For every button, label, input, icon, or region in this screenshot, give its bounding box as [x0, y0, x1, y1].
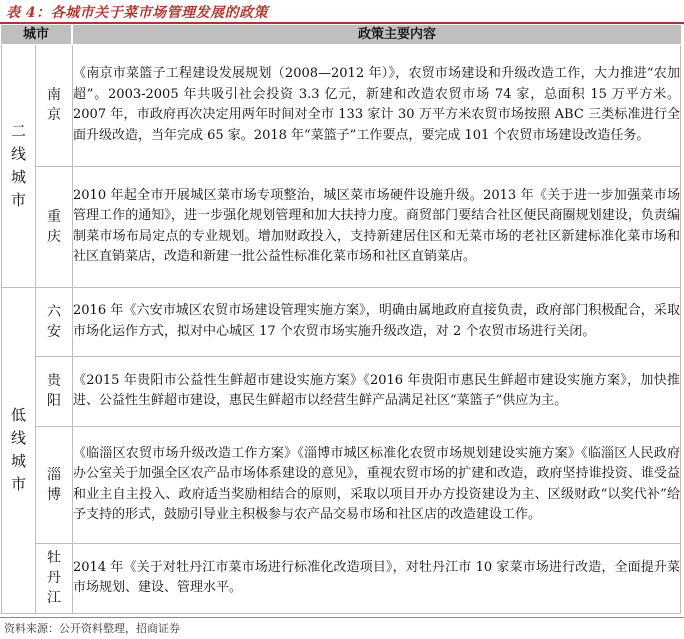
table-row [2, 426, 681, 543]
city-cell [36, 166, 73, 287]
source-note: 资料来源：公开资料整理，招商证券 [4, 622, 180, 635]
city-name: 淄博 [47, 466, 61, 503]
city-name: 重庆 [47, 208, 61, 245]
tier-label: 低线城市 [11, 406, 27, 493]
policy-table [1, 45, 681, 614]
caption-rule [0, 22, 684, 24]
header-policy-label: 政策主要内容 [357, 27, 436, 42]
city-cell [36, 543, 73, 613]
city-name: 贵阳 [47, 373, 61, 409]
city-name: 牡丹江 [47, 550, 61, 606]
city-cell [36, 356, 73, 426]
table-caption [0, 0, 684, 22]
city-cell [36, 426, 73, 543]
table-row [2, 356, 681, 426]
table-row [2, 166, 681, 287]
header-policy [73, 25, 681, 44]
tier-cell-second [2, 45, 36, 287]
caption-text: 表 4：各城市关于菜市场管理发展的政策 [6, 5, 269, 21]
policy-text: 2014 年《关于对牡丹江市菜市场进行标准化改造项目》，对牡丹江市 10 家菜市场进行改造，全面提升菜市场规划、建设、管理水平。 [73, 543, 681, 613]
city-name: 南京 [47, 87, 61, 124]
city-cell [36, 287, 73, 356]
policy-text: 2010 年起全市开展城区菜市场专项整治，城区菜市场硬件设施升级。2013 年《关于进一步加强菜市场管理工作的通知》，进一步强化规划管理和加大扶持力度。商贸部门要结合社区便民商圈规划建设，负责编制菜市场布局定点的专业规划。增加财政投入，支持新建居住区和无菜市场的老社区新建标准化菜市场和社区直销菜店，改造和新建一批公益性标准化菜市场和社区直销菜店。 [73, 166, 681, 287]
table-row [2, 287, 681, 356]
policy-text: 《南京市菜篮子工程建设发展规划（2008—2012 年）》，农贸市场建设和升级改造工作，大力推进“农加超”。2003-2005 年共吸引社会投资 3.3 亿元，新建和改造农贸市场 74 家，总面积 15 万平方米。2007 年，市政府再次决定用两年时间对全市 133 家计 30 万平方米农贸市场按照 ABC 三类标准进行全面升级改造，当年完成 65 家。2018 年“菜篮子”工作要点，要完成 101 个农贸市场建设改造任务。 [73, 45, 681, 166]
policy-text: 《临淄区农贸市场升级改造工作方案》《淄博市城区标准化农贸市场规划建设实施方案》《临淄区人民政府办公室关于加强全区农产品市场体系建设的意见》，重视农贸市场的扩建和改造，政府坚持谁投资、谁受益和业主自主投入、政府适当奖励相结合的原则，采取以项目开办方投资建设为主、区级财政“以奖代补”给予支持的形式，鼓励引导业主积极参与农产品交易市场和社区店的改造建设工作。 [73, 426, 681, 543]
policy-text: 《2015 年贵阳市公益性生鲜超市建设实施方案》《2016 年贵阳市惠民生鲜超市建设实施方案》，加快推进、公益性生鲜超市建设，惠民生鲜超市以经营生鲜产品满足社区“菜篮子”供应为主。 [73, 356, 681, 426]
bottom-rule [0, 617, 684, 618]
policy-text: 2016 年《六安市城区农贸市场建设管理实施方案》，明确由属地政府直接负责，政府部门积极配合，采取市场化运作方式，拟对中心城区 17 个农贸市场实施升级改造，对 2 个农贸市场进行关闭。 [73, 287, 681, 356]
header-city-label: 城市 [22, 27, 49, 42]
city-name: 六安 [47, 303, 61, 340]
header-city [1, 25, 71, 44]
city-cell [36, 45, 73, 166]
tier-label: 二线城市 [11, 121, 27, 209]
tier-cell-low [2, 287, 36, 613]
table-row [2, 543, 681, 613]
table-row [2, 45, 681, 166]
